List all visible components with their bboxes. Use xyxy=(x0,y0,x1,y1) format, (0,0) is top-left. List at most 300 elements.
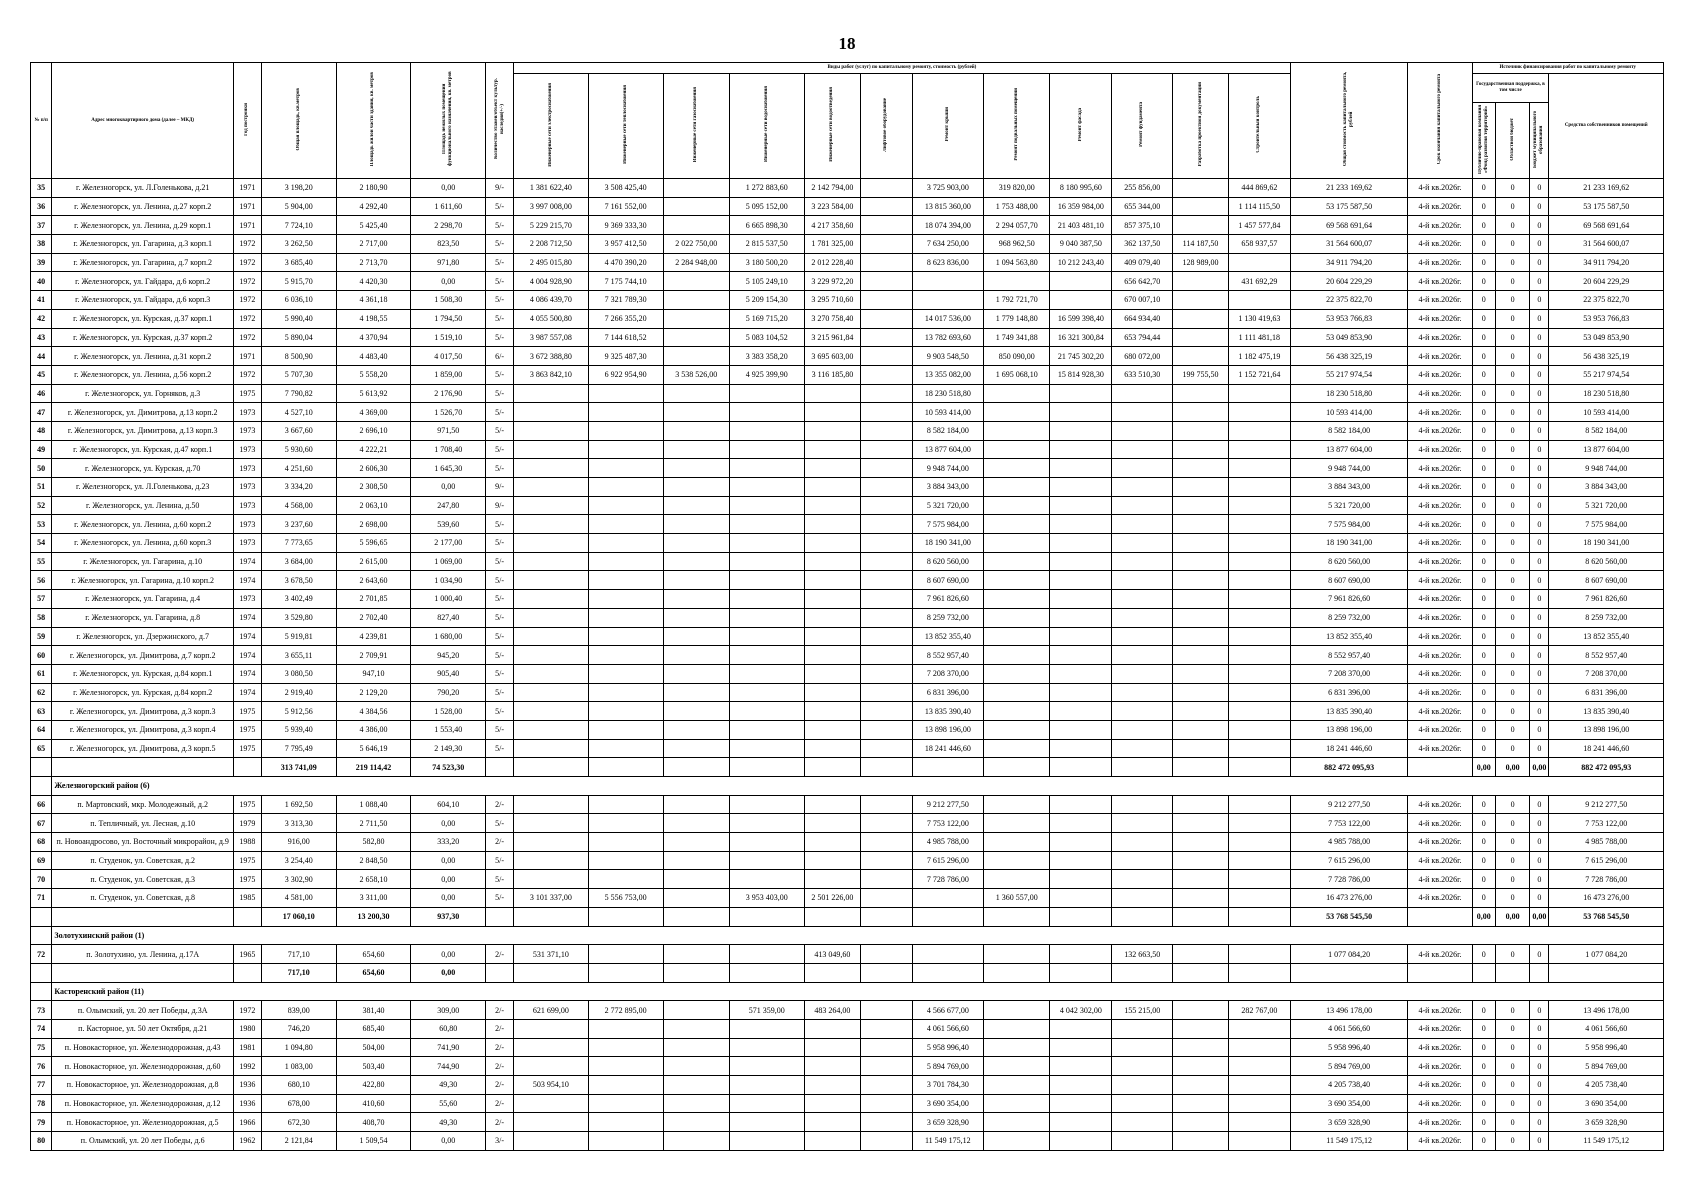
table-row xyxy=(31,309,1664,328)
row-deadline: 4-й кв.2026г. xyxy=(1408,833,1472,852)
row-deadline: 4-й кв.2026г. xyxy=(1408,739,1472,758)
row-work-cost xyxy=(984,1019,1050,1038)
row-work-cost xyxy=(663,833,729,852)
row-address: п. Новокасторное, ул. Железнодорожная, д.12 xyxy=(52,1094,234,1113)
row-work-cost xyxy=(1173,384,1229,403)
row-year: 1972 xyxy=(234,365,262,384)
row-work-cost: 16 599 398,40 xyxy=(1050,309,1112,328)
row-year: 1992 xyxy=(234,1057,262,1076)
row-work-cost xyxy=(663,646,729,665)
table-row xyxy=(31,795,1664,814)
row-work-cost: 155 215,00 xyxy=(1112,1001,1173,1020)
row-fin-regional: 0 xyxy=(1496,440,1530,459)
row-total-cost: 4 061 566,60 xyxy=(1290,1019,1408,1038)
row-nonres-area: 4 017,50 xyxy=(411,347,486,366)
row-floors: 9/- xyxy=(486,496,514,515)
row-work-cost xyxy=(588,870,663,889)
row-fin-municipal: 0 xyxy=(1530,515,1549,534)
table-body xyxy=(31,179,1664,1151)
row-fin-fund: 0 xyxy=(1472,1076,1496,1095)
row-fin-owners: 6 831 396,00 xyxy=(1549,683,1664,702)
row-fin-fund: 0 xyxy=(1472,889,1496,908)
row-work-cost xyxy=(1050,552,1112,571)
row-nonres-area: 1 034,90 xyxy=(411,571,486,590)
row-deadline: 4-й кв.2026г. xyxy=(1408,1001,1472,1020)
row-work-cost xyxy=(663,889,729,908)
row-address: г. Железногорск, ул. Гагарина, д.10 корп.2 xyxy=(52,571,234,590)
row-work-cost xyxy=(513,870,588,889)
row-work-cost: 1 381 622,40 xyxy=(513,179,588,198)
row-work-cost xyxy=(729,851,804,870)
row-number: 73 xyxy=(31,1001,52,1020)
row-work-cost xyxy=(861,1057,912,1076)
row-floors: 5/- xyxy=(486,197,514,216)
row-work-cost xyxy=(1112,1113,1173,1132)
row-work-cost: 3 223 584,00 xyxy=(804,197,861,216)
row-work-cost: 6 922 954,90 xyxy=(588,365,663,384)
row-nonres-area: 823,50 xyxy=(411,235,486,254)
row-work-cost: 1 114 115,50 xyxy=(1228,197,1290,216)
row-work-cost: 5 321 720,00 xyxy=(912,496,984,515)
row-work-cost xyxy=(663,403,729,422)
header-work-heating: Инженерные сети теплоснабжения xyxy=(588,74,663,179)
row-address: г. Железногорск, ул. Горняков, д.3 xyxy=(52,384,234,403)
row-work-cost xyxy=(1173,1113,1229,1132)
row-fin-regional: 0 xyxy=(1496,1076,1530,1095)
row-work-cost: 2 012 228,40 xyxy=(804,253,861,272)
table-row xyxy=(31,1094,1664,1113)
row-work-cost xyxy=(513,421,588,440)
subtotal-fin-fund: 0,00 xyxy=(1472,758,1496,777)
row-fin-owners: 7 961 826,60 xyxy=(1549,590,1664,609)
row-work-cost xyxy=(729,720,804,739)
row-work-cost xyxy=(1228,1132,1290,1151)
row-fin-owners: 69 568 691,64 xyxy=(1549,216,1664,235)
row-work-cost: 4 004 928,90 xyxy=(513,272,588,291)
row-fin-municipal: 0 xyxy=(1530,197,1549,216)
row-work-cost xyxy=(804,627,861,646)
row-work-cost xyxy=(804,720,861,739)
row-total-cost: 55 217 974,54 xyxy=(1290,365,1408,384)
row-work-cost: 13 815 360,00 xyxy=(912,197,984,216)
subtotal-living-area: 219 114,42 xyxy=(336,758,411,777)
row-number: 62 xyxy=(31,683,52,702)
row-work-cost: 15 814 928,30 xyxy=(1050,365,1112,384)
row-work-cost xyxy=(588,1132,663,1151)
row-total-area: 839,00 xyxy=(261,1001,336,1020)
row-work-cost xyxy=(804,1019,861,1038)
row-work-cost xyxy=(1228,291,1290,310)
row-work-cost xyxy=(588,552,663,571)
row-total-cost: 22 375 822,70 xyxy=(1290,291,1408,310)
table-row xyxy=(31,179,1664,198)
row-work-cost: 4 566 677,00 xyxy=(912,1001,984,1020)
row-fin-municipal: 0 xyxy=(1530,235,1549,254)
row-fin-fund: 0 xyxy=(1472,421,1496,440)
row-work-cost xyxy=(729,1094,804,1113)
row-address: п. Олымский, ул. 20 лет Победы, д.6 xyxy=(52,1132,234,1151)
row-work-cost xyxy=(861,197,912,216)
header-total-area: Общая площадь, кв.метров xyxy=(261,63,336,179)
row-year: 1972 xyxy=(234,1001,262,1020)
row-work-cost: 3 538 526,00 xyxy=(663,365,729,384)
row-fin-municipal: 0 xyxy=(1530,347,1549,366)
row-work-cost xyxy=(588,590,663,609)
row-work-cost xyxy=(729,571,804,590)
row-nonres-area: 945,20 xyxy=(411,646,486,665)
row-work-cost xyxy=(729,590,804,609)
row-work-cost xyxy=(663,515,729,534)
row-work-cost xyxy=(984,1113,1050,1132)
row-total-cost: 16 473 276,00 xyxy=(1290,889,1408,908)
row-work-cost xyxy=(729,534,804,553)
row-work-cost xyxy=(861,702,912,721)
row-deadline: 4-й кв.2026г. xyxy=(1408,272,1472,291)
row-work-cost xyxy=(1173,1132,1229,1151)
row-work-cost xyxy=(1112,720,1173,739)
row-number: 61 xyxy=(31,664,52,683)
row-work-cost xyxy=(1050,571,1112,590)
row-work-cost xyxy=(1112,814,1173,833)
row-fin-municipal: 0 xyxy=(1530,216,1549,235)
row-work-cost xyxy=(1173,272,1229,291)
row-fin-municipal: 0 xyxy=(1530,889,1549,908)
row-floors: 2/- xyxy=(486,1001,514,1020)
row-work-cost xyxy=(588,627,663,646)
row-address: п. Новокасторное, ул. Железнодорожная, д.43 xyxy=(52,1038,234,1057)
row-fin-owners: 16 473 276,00 xyxy=(1549,889,1664,908)
table-row xyxy=(31,870,1664,889)
row-living-area: 4 361,18 xyxy=(336,291,411,310)
row-work-cost xyxy=(1112,478,1173,497)
cell-empty xyxy=(1408,907,1472,926)
cell-empty xyxy=(663,907,729,926)
row-work-cost xyxy=(663,814,729,833)
row-fin-owners: 7 615 296,00 xyxy=(1549,851,1664,870)
row-work-cost xyxy=(1228,384,1290,403)
row-work-cost xyxy=(588,440,663,459)
row-fin-fund: 0 xyxy=(1472,235,1496,254)
row-work-cost: 2 208 712,50 xyxy=(513,235,588,254)
row-fin-owners: 11 549 175,12 xyxy=(1549,1132,1664,1151)
row-total-cost: 9 948 744,00 xyxy=(1290,459,1408,478)
row-fin-owners: 10 593 414,00 xyxy=(1549,403,1664,422)
subtotal-nonres-area: 74 523,30 xyxy=(411,758,486,777)
cell-empty xyxy=(1112,963,1173,982)
row-deadline: 4-й кв.2026г. xyxy=(1408,534,1472,553)
row-total-area: 2 919,40 xyxy=(261,683,336,702)
header-financing-title: Источник финансирования работ по капитальному ремонту xyxy=(1472,63,1663,74)
row-work-cost xyxy=(1173,1019,1229,1038)
header-address: Адрес многоквартирного дома (далее – МКД) xyxy=(52,63,234,179)
row-nonres-area: 55,60 xyxy=(411,1094,486,1113)
row-work-cost xyxy=(663,590,729,609)
row-work-cost xyxy=(513,534,588,553)
row-nonres-area: 0,00 xyxy=(411,851,486,870)
row-work-cost: 5 083 104,52 xyxy=(729,328,804,347)
row-work-cost: 199 755,50 xyxy=(1173,365,1229,384)
row-work-cost xyxy=(984,1076,1050,1095)
row-work-cost: 3 695 603,00 xyxy=(804,347,861,366)
row-fin-fund: 0 xyxy=(1472,440,1496,459)
row-floors: 2/- xyxy=(486,1019,514,1038)
row-work-cost: 4 925 399,90 xyxy=(729,365,804,384)
row-work-cost xyxy=(984,945,1050,964)
row-fin-fund: 0 xyxy=(1472,459,1496,478)
row-work-cost xyxy=(513,1019,588,1038)
row-fin-fund: 0 xyxy=(1472,384,1496,403)
table-row xyxy=(31,328,1664,347)
row-work-cost xyxy=(1050,496,1112,515)
row-work-cost xyxy=(1228,459,1290,478)
cell-empty xyxy=(912,758,984,777)
row-fin-municipal: 0 xyxy=(1530,1094,1549,1113)
row-work-cost xyxy=(1050,1057,1112,1076)
row-year: 1980 xyxy=(234,1019,262,1038)
row-work-cost: 1 779 148,80 xyxy=(984,309,1050,328)
row-number: 53 xyxy=(31,515,52,534)
row-fin-owners: 7 208 370,00 xyxy=(1549,664,1664,683)
row-work-cost xyxy=(729,1038,804,1057)
row-number: 68 xyxy=(31,833,52,852)
row-nonres-area: 790,20 xyxy=(411,683,486,702)
row-fin-regional: 0 xyxy=(1496,478,1530,497)
row-work-cost xyxy=(1228,795,1290,814)
header-work-gas: Инженерные сети газоснабжения xyxy=(663,74,729,179)
row-work-cost xyxy=(513,478,588,497)
row-fin-regional: 0 xyxy=(1496,384,1530,403)
row-work-cost xyxy=(1228,683,1290,702)
row-total-cost: 53 953 766,83 xyxy=(1290,309,1408,328)
row-total-cost: 7 961 826,60 xyxy=(1290,590,1408,609)
row-floors: 5/- xyxy=(486,646,514,665)
row-fin-municipal: 0 xyxy=(1530,1019,1549,1038)
cell-empty xyxy=(1173,758,1229,777)
row-work-cost xyxy=(1228,534,1290,553)
row-fin-regional: 0 xyxy=(1496,272,1530,291)
row-work-cost xyxy=(513,683,588,702)
header-state-support: Государственная поддержка, в том числе xyxy=(1472,74,1549,103)
row-work-cost xyxy=(1050,1113,1112,1132)
row-work-cost xyxy=(663,1113,729,1132)
row-work-cost xyxy=(729,384,804,403)
row-address: г. Железногорск, ул. Гагарина, д.10 xyxy=(52,552,234,571)
row-deadline: 4-й кв.2026г. xyxy=(1408,309,1472,328)
row-fin-fund: 0 xyxy=(1472,179,1496,198)
row-work-cost xyxy=(1050,1019,1112,1038)
row-fin-municipal: 0 xyxy=(1530,291,1549,310)
row-nonres-area: 309,00 xyxy=(411,1001,486,1020)
cell-empty xyxy=(1173,963,1229,982)
table-row xyxy=(31,571,1664,590)
row-work-cost xyxy=(1173,496,1229,515)
row-deadline: 4-й кв.2026г. xyxy=(1408,328,1472,347)
row-work-cost xyxy=(513,552,588,571)
row-work-cost xyxy=(588,851,663,870)
row-work-cost xyxy=(984,720,1050,739)
row-nonres-area: 0,00 xyxy=(411,889,486,908)
row-fin-municipal: 0 xyxy=(1530,440,1549,459)
row-year: 1973 xyxy=(234,478,262,497)
row-fin-regional: 0 xyxy=(1496,683,1530,702)
row-total-cost: 5 894 769,00 xyxy=(1290,1057,1408,1076)
row-work-cost: 13 355 082,00 xyxy=(912,365,984,384)
row-work-cost: 1 360 557,00 xyxy=(984,889,1050,908)
row-year: 1975 xyxy=(234,795,262,814)
row-work-cost xyxy=(729,608,804,627)
row-work-cost xyxy=(663,384,729,403)
row-fin-regional: 0 xyxy=(1496,1113,1530,1132)
row-floors: 5/- xyxy=(486,664,514,683)
row-year: 1972 xyxy=(234,272,262,291)
row-work-cost: 4 086 439,70 xyxy=(513,291,588,310)
row-work-cost xyxy=(663,272,729,291)
row-fin-regional: 0 xyxy=(1496,870,1530,889)
row-living-area: 4 369,00 xyxy=(336,403,411,422)
row-work-cost: 9 369 333,30 xyxy=(588,216,663,235)
row-number: 40 xyxy=(31,272,52,291)
row-work-cost xyxy=(729,496,804,515)
cell-empty xyxy=(52,907,234,926)
row-work-cost: 1 792 721,70 xyxy=(984,291,1050,310)
row-year: 1973 xyxy=(234,421,262,440)
row-nonres-area: 971,50 xyxy=(411,421,486,440)
row-fin-regional: 0 xyxy=(1496,833,1530,852)
row-work-cost xyxy=(513,403,588,422)
row-address: г. Железногорск, ул. Димитрова, д.3 корп.4 xyxy=(52,720,234,739)
row-total-area: 3 198,20 xyxy=(261,179,336,198)
row-fin-owners: 5 894 769,00 xyxy=(1549,1057,1664,1076)
row-work-cost: 2 022 750,00 xyxy=(663,235,729,254)
row-work-cost xyxy=(1050,1094,1112,1113)
row-work-cost: 5 894 769,00 xyxy=(912,1057,984,1076)
row-living-area: 947,10 xyxy=(336,664,411,683)
row-deadline: 4-й кв.2026г. xyxy=(1408,459,1472,478)
row-living-area: 1 088,40 xyxy=(336,795,411,814)
row-total-area: 3 684,00 xyxy=(261,552,336,571)
row-work-cost: 2 772 895,00 xyxy=(588,1001,663,1020)
row-fin-regional: 0 xyxy=(1496,253,1530,272)
row-work-cost: 655 344,00 xyxy=(1112,197,1173,216)
header-fin-regional: Областной бюджет xyxy=(1496,103,1530,179)
row-living-area: 685,40 xyxy=(336,1019,411,1038)
header-total-cost: Общая стоимость капитального ремонта, рублей xyxy=(1290,63,1408,179)
row-total-cost: 4 205 738,40 xyxy=(1290,1076,1408,1095)
row-work-cost xyxy=(804,851,861,870)
row-work-cost xyxy=(663,851,729,870)
row-total-area: 3 334,20 xyxy=(261,478,336,497)
row-total-cost: 21 233 169,62 xyxy=(1290,179,1408,198)
row-nonres-area: 741,90 xyxy=(411,1038,486,1057)
row-work-cost xyxy=(861,421,912,440)
row-number: 52 xyxy=(31,496,52,515)
table-row xyxy=(31,945,1664,964)
row-work-cost xyxy=(1112,1076,1173,1095)
row-work-cost: 3 884 343,00 xyxy=(912,478,984,497)
header-deadline: Срок окончания капитального ремонта xyxy=(1408,63,1472,179)
row-floors: 5/- xyxy=(486,272,514,291)
row-fin-owners: 8 259 732,00 xyxy=(1549,608,1664,627)
row-floors: 5/- xyxy=(486,720,514,739)
row-work-cost xyxy=(861,889,912,908)
row-work-cost xyxy=(1050,795,1112,814)
row-fin-regional: 0 xyxy=(1496,197,1530,216)
row-year: 1975 xyxy=(234,702,262,721)
table-row xyxy=(31,347,1664,366)
row-fin-owners: 34 911 794,20 xyxy=(1549,253,1664,272)
row-work-cost xyxy=(513,496,588,515)
subtotal-fin-owners xyxy=(1549,963,1664,982)
row-work-cost xyxy=(1173,515,1229,534)
header-nonres-area: Площадь нежилых помещений функционального назначения, кв. метров xyxy=(411,63,486,179)
row-work-cost xyxy=(1050,702,1112,721)
row-work-cost xyxy=(1050,403,1112,422)
row-address: г. Железногорск, ул. Ленина, д.60 корп.2 xyxy=(52,515,234,534)
row-deadline: 4-й кв.2026г. xyxy=(1408,179,1472,198)
row-work-cost xyxy=(1050,646,1112,665)
section-title: Золотухинский район (1) xyxy=(52,926,1664,945)
row-work-cost xyxy=(1112,702,1173,721)
row-work-cost xyxy=(1228,1113,1290,1132)
row-fin-regional: 0 xyxy=(1496,291,1530,310)
row-fin-fund: 0 xyxy=(1472,291,1496,310)
row-work-cost xyxy=(1173,291,1229,310)
row-deadline: 4-й кв.2026г. xyxy=(1408,590,1472,609)
row-work-cost: 5 229 215,70 xyxy=(513,216,588,235)
row-year: 1973 xyxy=(234,403,262,422)
row-work-cost xyxy=(861,1076,912,1095)
row-deadline: 4-й кв.2026г. xyxy=(1408,440,1472,459)
row-fin-municipal: 0 xyxy=(1530,328,1549,347)
row-work-cost xyxy=(588,702,663,721)
row-work-cost: 10 212 243,40 xyxy=(1050,253,1112,272)
row-work-cost xyxy=(663,1076,729,1095)
row-fin-owners: 18 190 341,00 xyxy=(1549,534,1664,553)
row-work-cost xyxy=(663,683,729,702)
row-total-area: 3 262,50 xyxy=(261,235,336,254)
cell-empty xyxy=(1050,907,1112,926)
row-work-cost: 16 359 984,00 xyxy=(1050,197,1112,216)
row-total-cost: 8 620 560,00 xyxy=(1290,552,1408,571)
row-work-cost: 2 501 226,00 xyxy=(804,889,861,908)
row-work-cost xyxy=(1228,403,1290,422)
row-work-cost: 18 230 518,80 xyxy=(912,384,984,403)
row-total-area: 3 237,60 xyxy=(261,515,336,534)
row-address: г. Железногорск, ул. Курская, д.84 корп.1 xyxy=(52,664,234,683)
row-total-cost: 18 190 341,00 xyxy=(1290,534,1408,553)
header-works-title: Виды работ (услуг) по капитальному ремонту, стоимость (рублей) xyxy=(513,63,1290,74)
row-work-cost xyxy=(513,1113,588,1132)
row-work-cost xyxy=(861,1132,912,1151)
row-work-cost xyxy=(588,646,663,665)
row-work-cost xyxy=(1112,646,1173,665)
row-work-cost: 3 229 972,20 xyxy=(804,272,861,291)
row-living-area: 2 713,70 xyxy=(336,253,411,272)
row-floors: 2/- xyxy=(486,1038,514,1057)
row-work-cost xyxy=(1050,440,1112,459)
row-year: 1966 xyxy=(234,1113,262,1132)
row-number: 65 xyxy=(31,739,52,758)
table-row xyxy=(31,496,1664,515)
row-work-cost xyxy=(861,272,912,291)
row-work-cost xyxy=(1112,608,1173,627)
row-deadline: 4-й кв.2026г. xyxy=(1408,1132,1472,1151)
row-fin-regional: 0 xyxy=(1496,945,1530,964)
row-work-cost xyxy=(729,646,804,665)
row-fin-owners: 8 582 184,00 xyxy=(1549,421,1664,440)
row-work-cost: 8 259 732,00 xyxy=(912,608,984,627)
row-fin-municipal: 0 xyxy=(1530,534,1549,553)
